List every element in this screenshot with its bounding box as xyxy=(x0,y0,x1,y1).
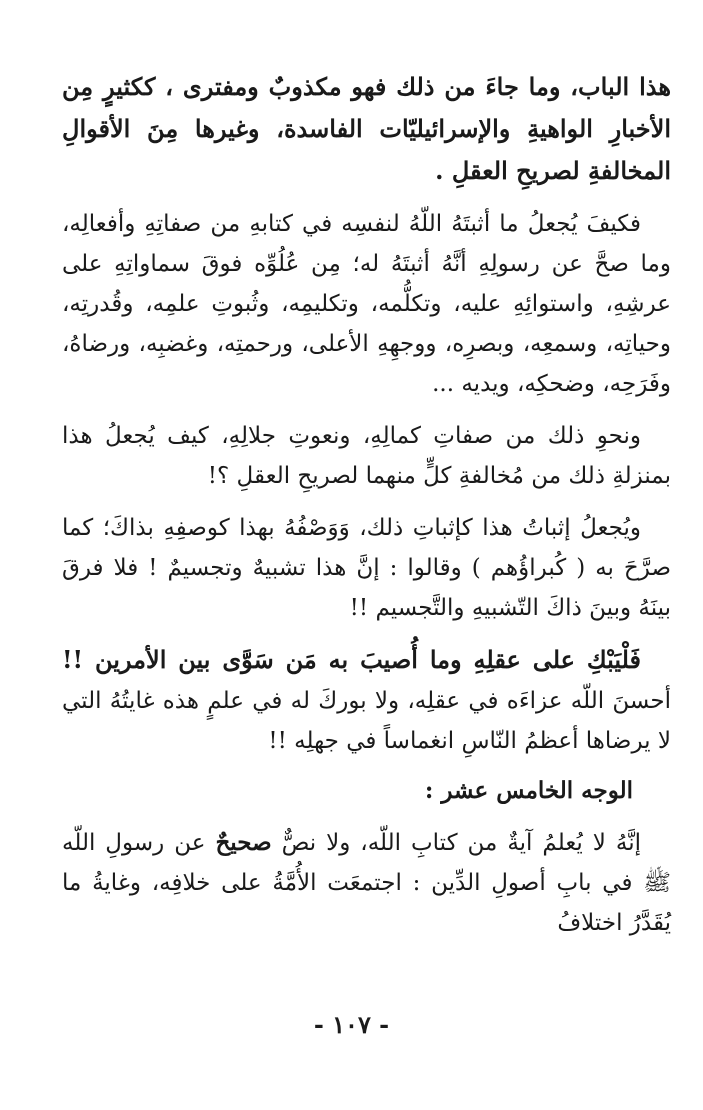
aspect-text-start: إنَّهُ لا يُعلمُ آيةٌ من كتابِ اللّه، ولا نصٌّ xyxy=(271,830,641,856)
paragraph-fifteenth-aspect xyxy=(62,823,671,943)
lament-rest-text: أحسنَ اللّه عزاءَه في عقلِه، ولا بوركَ له في علمٍ هذه غايتُهُ التي لا يرضاها أعظمُ النّاسِ انغماساً في جهلِه !! xyxy=(62,688,671,754)
lament-lead-text: فَلْيَبْكِ على عقلِهِ وما أُصيبَ به مَن سَوَّى بين الأمرين !! xyxy=(62,645,641,674)
paragraph-attributes: فكيفَ يُجعلُ ما أثبتَهُ اللّهُ لنفسِه في كتابهِ من صفاتِهِ وأفعالِه، وما صحَّ عن رسولِهِ أنَّهُ أثبتَهُ له؛ مِن عُلُوِّه فوقَ سماواتِهِ على عرشِهِ، واستوائِهِ عليه، وتكلُّمه، وتكليمِه، وثُبوتِ علمِه، وقُدرتِه، وحياتِه، وسمعِه، وبصرِه، ووجهِهِ الأعلى، ورحمتِه، وغضبِه، ورضاهُ، وفَرَحِه، وضحكِه، ويديه ... xyxy=(62,211,671,397)
aspect-text-end: عن رسولِ اللّه ﷺ في بابِ أصولِ الدِّين : اجتمعَت الأُمَّةُ على خلافِه، وغايةُ ما يُقَدَّرُ اختلافُ xyxy=(62,830,671,936)
page-number: - ١٠٧ - xyxy=(313,1010,390,1039)
aspect-text-strong: صحيحٌ xyxy=(215,829,272,856)
paragraph-perfection: ونحوِ ذلك من صفاتِ كمالِهِ، ونعوتِ جلالِهِ، كيف يُجعلُ هذا بمنزلةِ ذلك من مُخالفةِ كلٍّ منهما لصريحِ العقلِ ؟! xyxy=(62,423,671,489)
page-content xyxy=(62,66,671,955)
section-heading: الوجه الخامس عشر : xyxy=(424,777,633,804)
paragraph-tashbih: ويُجعلُ إثباتُ هذا كإثباتِ ذلك، وَوَصْفُهُ بهذا كوصفِهِ بذاكَ؛ كما صرَّحَ به ( كُبراؤُهم ) وقالوا : إنَّ هذا تشبيهٌ وتجسيمٌ ! فلا فرقَ بينَهُ وبينَ ذاكَ التّشبيهِ والتَّجسيم !! xyxy=(62,515,671,621)
paragraph-opening: هذا الباب، وما جاءَ من ذلك فهو مكذوبٌ ومفترى ، ككثيرٍ مِن الأخبارِ الواهيةِ والإسرائيليّات الفاسدة، وغيرها مِنَ الأقوالِ المخالفةِ لصريحِ العقلِ . xyxy=(62,72,671,185)
paragraph-lament xyxy=(62,640,671,761)
